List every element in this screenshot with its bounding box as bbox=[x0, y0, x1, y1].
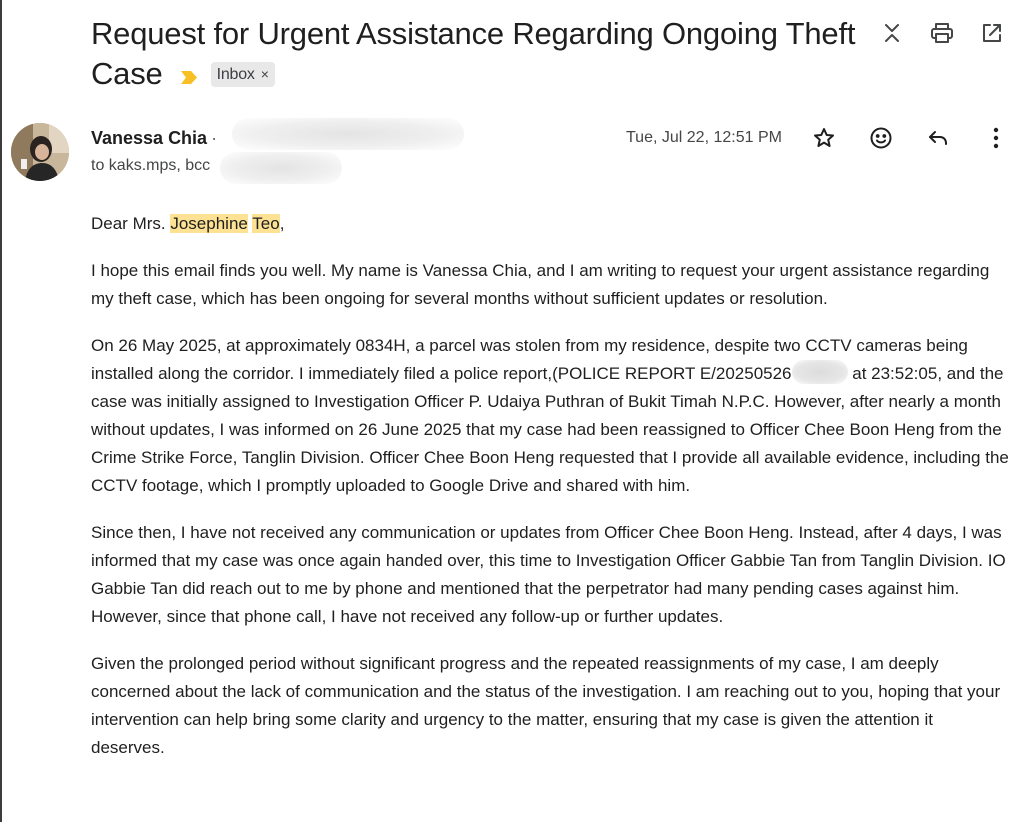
paragraph-followup: Since then, I have not received any communication or updates from Officer Chee Boon Heng. Instead, after 4 days, I was informed that my case was once again handed over, this time to Investigation Officer Gabbie Tan from Tanglin Division. IO Gabbie Tan did reach out to me by phone and mentioned that the perpetrator had many pending cases against him. However, since that phone call, I have not received any follow-up or further updates. bbox=[91, 523, 1006, 626]
incident-text-after: at 23:52:05, and the case was initially assigned to Investigation Officer P. Udaiya Puthran of Bukit Timah N.P.C. However, after nearly a month without updates, I was informed on 26 June 2025 that my case had been reassigned to Officer Chee Boon Heng from the Crime Strike Force, Tanglin Division. Officer Chee Boon Heng requested that I provide all available evidence, including the CCTV footage, which I promptly uploaded to Google Drive and shared with him. bbox=[91, 364, 1009, 495]
inbox-label-text: Inbox bbox=[216, 66, 255, 83]
sender-separator: · bbox=[211, 128, 218, 148]
inbox-label-chip[interactable] bbox=[211, 62, 275, 87]
greeting bbox=[91, 210, 1011, 238]
paragraph-incident bbox=[91, 332, 1011, 500]
sender-name[interactable]: Vanessa Chia bbox=[91, 128, 208, 148]
redacted-sender-email bbox=[232, 118, 464, 150]
sender-avatar[interactable] bbox=[11, 123, 69, 181]
subject-area bbox=[91, 14, 871, 94]
remove-label-icon[interactable]: × bbox=[260, 66, 269, 82]
message-actions bbox=[808, 122, 1012, 154]
window-edge bbox=[0, 0, 2, 822]
paragraph-request: Given the prolonged period without significant progress and the repeated reassignments of my case, I am deeply concerned about the lack of communication and the status of the investigation. I am reaching out to you, hoping that your intervention can help bring some clarity and urgency to the matter, ensuring that my case is given the attention it deserves. bbox=[91, 654, 1001, 757]
important-marker-icon[interactable] bbox=[181, 54, 197, 67]
redacted-report-number bbox=[792, 360, 848, 384]
more-options-icon[interactable] bbox=[980, 122, 1012, 154]
print-icon[interactable] bbox=[928, 18, 956, 48]
email-date: Tue, Jul 22, 12:51 PM bbox=[626, 129, 782, 146]
greeting-suffix: , bbox=[279, 214, 285, 233]
recipients-text: to kaks.mps, bcc bbox=[91, 157, 211, 174]
recipients-line[interactable] bbox=[91, 155, 210, 177]
greeting-prefix: Dear Mrs. bbox=[91, 214, 171, 233]
email-body bbox=[91, 210, 1011, 781]
paragraph-intro: I hope this email finds you well. My name is Vanessa Chia, and I am writing to request your urgent assistance regarding my theft case, which has been ongoing for several months without sufficient updates or resolution. bbox=[91, 261, 990, 308]
expand-collapse-icon[interactable] bbox=[878, 18, 906, 48]
email-subject bbox=[91, 14, 871, 94]
sender-line bbox=[91, 126, 217, 150]
open-in-new-window-icon[interactable] bbox=[978, 18, 1006, 48]
star-icon[interactable] bbox=[808, 122, 840, 154]
emoji-reaction-icon[interactable] bbox=[865, 122, 897, 154]
redacted-bcc bbox=[220, 152, 342, 184]
subject-text: Request for Urgent Assistance Regarding Ongoing Theft Case bbox=[91, 16, 856, 91]
highlighted-last-name: Teo bbox=[252, 214, 280, 233]
thread-toolbar bbox=[878, 18, 1006, 48]
reply-icon[interactable] bbox=[922, 122, 954, 154]
incident-text-before: On 26 May 2025, at approximately 0834H, a parcel was stolen from my residence, despite two CCTV cameras being installed along the corridor. I immediately filed a police report,(POLICE REPORT E/20250526 bbox=[91, 336, 968, 383]
highlighted-first-name: Josephine bbox=[170, 214, 248, 233]
